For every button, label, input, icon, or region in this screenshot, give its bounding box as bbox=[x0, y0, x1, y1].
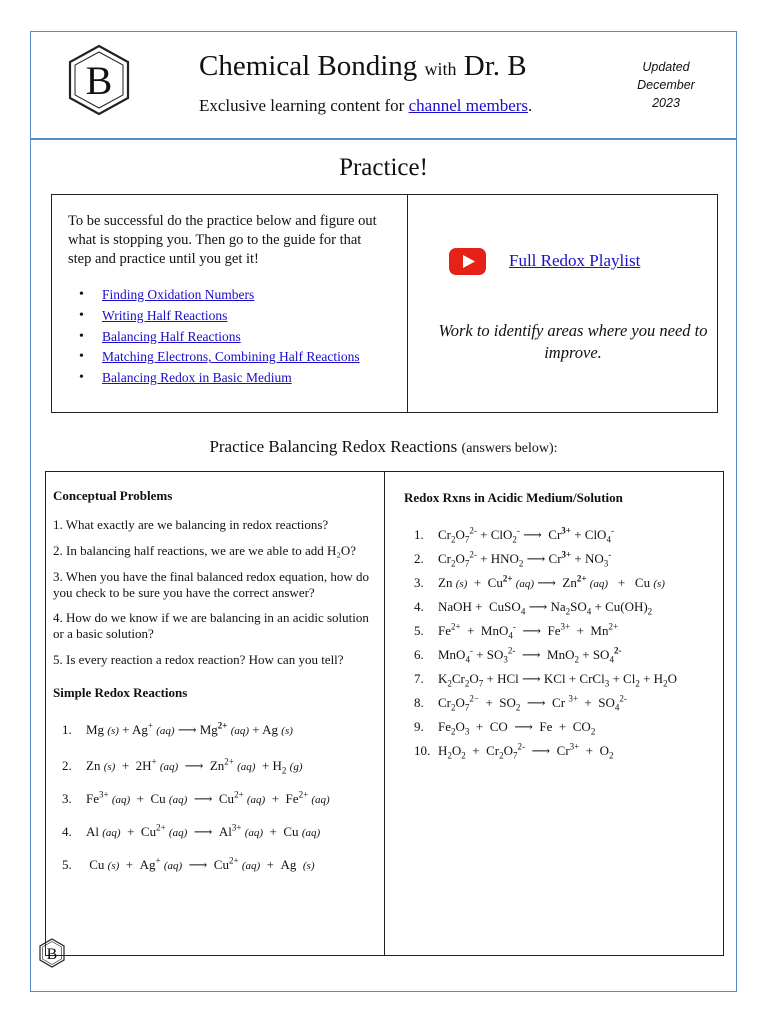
acidic-reaction-4: 4. NaOH + CuSO$_4$ ⟶ $Na_2SO_4 + Cu(OH)_2$ bbox=[414, 599, 653, 617]
practice-title: Practice! bbox=[339, 154, 428, 181]
acidic-reaction-6: 6. $MnO_4^- + SO_3^{2-}$ ⟶ $MnO_2 + SO_4^{2-}$ bbox=[414, 645, 622, 665]
header bbox=[31, 32, 736, 140]
intro-text: To be successful do the practice below and figure out what is stopping you. Then go to the guide for that step and practice until you get it! bbox=[68, 213, 377, 267]
conceptual-heading: Conceptual Problems bbox=[53, 488, 173, 503]
acidic-reaction-10: 10. $H_2O_2 + Cr_2O_7^{2-}$ ⟶ $Cr^{3+} + O_2$ bbox=[414, 741, 614, 761]
logo-letter: B bbox=[85, 58, 113, 103]
link-writing-half-reactions[interactable]: Writing Half Reactions bbox=[102, 307, 228, 323]
acidic-reaction-5: 5. $Fe^{2+} + MnO_4^-$ ⟶ $Fe^{3+} + Mn^{2+}$ bbox=[414, 621, 619, 641]
reaction-number: 6. bbox=[414, 647, 424, 662]
conceptual-q1: 1. What exactly are we balancing in redox reactions? bbox=[53, 517, 329, 532]
practice-box bbox=[45, 471, 724, 956]
reaction-number: 4. bbox=[414, 599, 424, 614]
channel-members-link[interactable]: channel members bbox=[408, 96, 529, 115]
link-finding-oxidation-numbers[interactable]: Finding Oxidation Numbers bbox=[102, 287, 255, 302]
list-item bbox=[102, 306, 360, 327]
intro-box bbox=[51, 194, 718, 413]
subtitle bbox=[199, 96, 532, 116]
list-item bbox=[102, 368, 360, 389]
subtitle-suffix: . bbox=[528, 96, 533, 115]
simple-reaction-1: 1. Mg (s) + Ag+ (aq) ⟶ $Mg^{2+}$ (aq) + Ag (s) bbox=[62, 720, 293, 737]
title-main: Chemical Bonding bbox=[199, 50, 418, 82]
conceptual-q4: 4. How do we know if we are balancing in an acidic solution or a basic solution? bbox=[53, 610, 369, 641]
acidic-reaction-1: 1. $Cr_2O_7^{2-} + ClO_2^-$ ⟶ $Cr^{3+} + ClO_4^-$ bbox=[414, 525, 614, 545]
youtube-play-icon[interactable] bbox=[449, 248, 486, 275]
box-divider bbox=[384, 472, 385, 955]
acidic-reaction-7: 7. $K_2Cr_2O_7$ + HCl ⟶ KCl + CrCl$_3$ + $Cl_2 + H_2O$ bbox=[414, 671, 677, 689]
section-title-main: Practice Balancing Redox Reactions bbox=[209, 437, 458, 456]
updated-label: Updated bbox=[642, 60, 690, 74]
link-matching-electrons[interactable]: Matching Electrons, Combining Half Reactions bbox=[102, 349, 360, 365]
logo-letter: B bbox=[46, 946, 58, 963]
list-item bbox=[102, 285, 360, 306]
reaction-number: 5. bbox=[62, 857, 72, 872]
link-balancing-half-reactions[interactable]: Balancing Half Reactions bbox=[102, 328, 241, 344]
reaction-number: 1. bbox=[62, 722, 72, 737]
hexagon-logo-icon bbox=[67, 44, 131, 116]
full-redox-playlist-link[interactable]: Full Redox Playlist bbox=[509, 251, 641, 270]
reaction-number: 2. bbox=[414, 551, 424, 566]
updated-month: December bbox=[637, 78, 695, 92]
hexagon-logo-icon bbox=[39, 938, 65, 968]
conceptual-q3: 3. When you have the final balanced redox equation, how do you check to be sure you have the correct answer? bbox=[53, 569, 369, 600]
reaction-number: 1. bbox=[414, 527, 424, 542]
list-item bbox=[102, 327, 360, 348]
section-title bbox=[31, 437, 736, 457]
acidic-reaction-2: 2. $Cr_2O_7^{2-} + HNO_2$ ⟶ $Cr^{3+} + NO_3^-$ bbox=[414, 549, 612, 569]
conceptual-q2: 2. In balancing half reactions, we are we able to add H₂O? bbox=[53, 543, 357, 558]
guide-links bbox=[102, 285, 360, 389]
simple-reaction-3: 3. $Fe^{3+}$ (aq) + Cu (aq) ⟶ $Cu^{2+}$ $(aq) + Fe^{2+}$ (aq) bbox=[62, 789, 330, 806]
box-divider bbox=[407, 195, 408, 412]
section-title-note: (answers below): bbox=[461, 441, 558, 456]
page bbox=[30, 31, 737, 992]
reaction-number: 8. bbox=[414, 695, 424, 710]
link-balancing-redox-basic[interactable]: Balancing Redox in Basic Medium bbox=[102, 370, 292, 386]
acidic-reaction-3: 3. Zn $(s) + Cu^{2+}$ (aq) ⟶ $Zn^{2+}$ (aq) + Cu (s) bbox=[414, 573, 665, 590]
reaction-number: 9. bbox=[414, 719, 424, 734]
reaction-number: 5. bbox=[414, 623, 424, 638]
updated-year: 2023 bbox=[652, 96, 680, 110]
reaction-number: 3. bbox=[62, 791, 72, 806]
list-item bbox=[102, 347, 360, 368]
simple-reaction-4: 4. Al $(aq) + Cu^{2+}$ (aq) ⟶ $Al^{3+}$ (aq) + Cu (aq) bbox=[62, 822, 321, 839]
simple-heading: Simple Redox Reactions bbox=[53, 685, 188, 700]
acidic-reaction-8: 8. $Cr_2O_7^{2-} + SO_2$ ⟶ Cr $^{3+} + SO_4^{2-}$ bbox=[414, 693, 627, 713]
reaction-number: 7. bbox=[414, 671, 424, 686]
reaction-number: 4. bbox=[62, 824, 72, 839]
updated-note bbox=[621, 58, 711, 112]
reaction-number: 2. bbox=[62, 758, 72, 773]
acidic-heading: Redox Rxns in Acidic Medium/Solution bbox=[404, 490, 623, 505]
conceptual-q5: 5. Is every reaction a redox reaction? How can you tell? bbox=[53, 652, 344, 667]
improve-note: Work to identify areas where you need to improve. bbox=[438, 321, 708, 362]
reaction-number: 3. bbox=[414, 575, 424, 590]
subtitle-prefix: Exclusive learning content for bbox=[199, 96, 405, 115]
page-title bbox=[199, 50, 527, 83]
reaction-number: 10. bbox=[414, 743, 431, 758]
title-name: Dr. B bbox=[463, 50, 527, 82]
simple-reaction-5: 5. Cu (s) + Ag+ (aq) ⟶ $Cu^{2+}$ (aq) + Ag (s) bbox=[62, 855, 315, 872]
acidic-reaction-9: 9. $Fe_2O_3$ + CO ⟶ $Fe + CO_2$ bbox=[414, 719, 596, 737]
simple-reaction-2: 2. Zn (s) + 2H+ (aq) ⟶ $Zn^{2+}$ $(aq) + H_2$ (g) bbox=[62, 756, 303, 776]
title-with: with bbox=[424, 59, 457, 79]
